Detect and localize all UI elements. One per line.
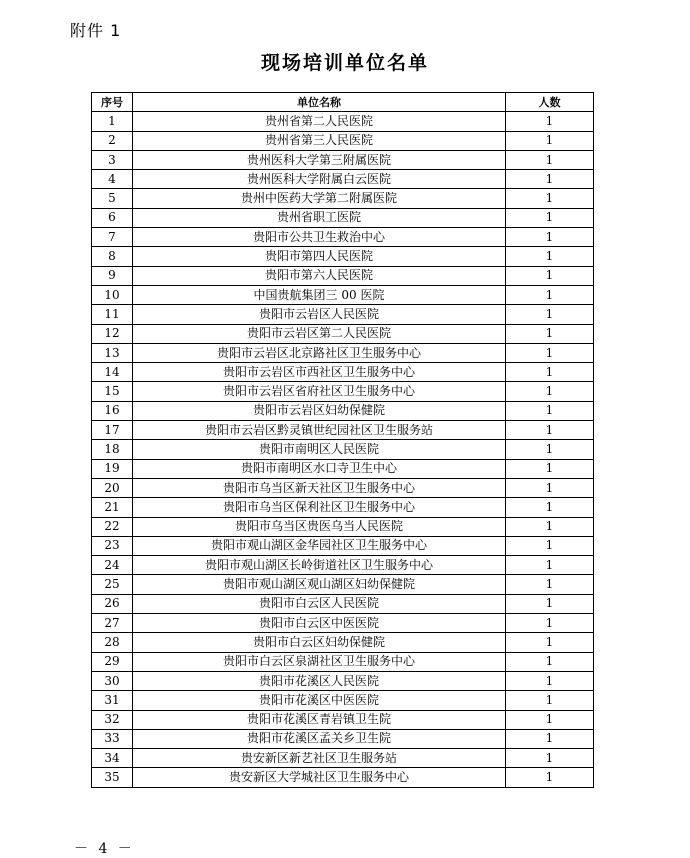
cell-unit-name: 贵阳市白云区中医医院 xyxy=(133,614,506,633)
table-row xyxy=(92,401,594,420)
table-row xyxy=(92,710,594,729)
cell-no: 23 xyxy=(92,536,133,555)
cell-no: 26 xyxy=(92,594,133,613)
table-row xyxy=(92,768,594,787)
cell-count: 1 xyxy=(506,150,594,169)
table-row xyxy=(92,266,594,285)
cell-count: 1 xyxy=(506,324,594,343)
page-number: － 4 － xyxy=(74,841,135,857)
cell-unit-name: 贵阳市观山湖区金华园社区卫生服务中心 xyxy=(133,536,506,555)
table-row xyxy=(92,285,594,304)
cell-unit-name: 贵州医科大学第三附属医院 xyxy=(133,150,506,169)
column-header-no: 序号 xyxy=(92,93,133,112)
table-row xyxy=(92,189,594,208)
cell-unit-name: 贵阳市白云区泉湖社区卫生服务中心 xyxy=(133,652,506,671)
cell-no: 3 xyxy=(92,150,133,169)
table-row xyxy=(92,382,594,401)
cell-count: 1 xyxy=(506,478,594,497)
attachment-label: 附件 1 xyxy=(70,21,122,40)
cell-unit-name: 贵阳市云岩区省府社区卫生服务中心 xyxy=(133,382,506,401)
table-row xyxy=(92,440,594,459)
table-body xyxy=(92,112,594,787)
table-row xyxy=(92,208,594,227)
cell-no: 17 xyxy=(92,421,133,440)
column-header-count: 人数 xyxy=(506,93,594,112)
cell-no: 6 xyxy=(92,208,133,227)
cell-count: 1 xyxy=(506,401,594,420)
cell-unit-name: 贵阳市南明区人民医院 xyxy=(133,440,506,459)
cell-no: 31 xyxy=(92,691,133,710)
cell-count: 1 xyxy=(506,382,594,401)
document-title: 现场培训单位名单 xyxy=(260,52,429,74)
cell-no: 19 xyxy=(92,459,133,478)
cell-unit-name: 贵阳市花溪区人民医院 xyxy=(133,671,506,690)
cell-no: 5 xyxy=(92,189,133,208)
cell-unit-name: 贵阳市花溪区中医医院 xyxy=(133,691,506,710)
cell-no: 33 xyxy=(92,729,133,748)
cell-unit-name: 贵阳市第四人民医院 xyxy=(133,247,506,266)
column-header-name: 单位名称 xyxy=(133,93,506,112)
cell-no: 7 xyxy=(92,228,133,247)
table-row xyxy=(92,594,594,613)
table-row xyxy=(92,749,594,768)
cell-count: 1 xyxy=(506,633,594,652)
cell-no: 13 xyxy=(92,343,133,362)
cell-count: 1 xyxy=(506,517,594,536)
cell-count: 1 xyxy=(506,305,594,324)
cell-unit-name: 贵阳市云岩区人民医院 xyxy=(133,305,506,324)
cell-unit-name: 贵阳市云岩区市西社区卫生服务中心 xyxy=(133,363,506,382)
table-row xyxy=(92,150,594,169)
cell-count: 1 xyxy=(506,749,594,768)
cell-no: 11 xyxy=(92,305,133,324)
cell-count: 1 xyxy=(506,575,594,594)
cell-no: 18 xyxy=(92,440,133,459)
cell-count: 1 xyxy=(506,671,594,690)
cell-count: 1 xyxy=(506,228,594,247)
table-row xyxy=(92,363,594,382)
table-row xyxy=(92,498,594,517)
cell-count: 1 xyxy=(506,768,594,787)
cell-unit-name: 贵安新区新艺社区卫生服务站 xyxy=(133,749,506,768)
cell-unit-name: 贵阳市第六人民医院 xyxy=(133,266,506,285)
cell-count: 1 xyxy=(506,247,594,266)
table-row xyxy=(92,131,594,150)
cell-unit-name: 贵阳市乌当区贵医乌当人民医院 xyxy=(133,517,506,536)
cell-unit-name: 贵阳市公共卫生救治中心 xyxy=(133,228,506,247)
cell-unit-name: 贵州中医药大学第二附属医院 xyxy=(133,189,506,208)
cell-unit-name: 贵阳市观山湖区长岭街道社区卫生服务中心 xyxy=(133,556,506,575)
cell-no: 35 xyxy=(92,768,133,787)
cell-no: 34 xyxy=(92,749,133,768)
cell-count: 1 xyxy=(506,343,594,362)
cell-count: 1 xyxy=(506,594,594,613)
table-row xyxy=(92,343,594,362)
cell-no: 12 xyxy=(92,324,133,343)
cell-no: 16 xyxy=(92,401,133,420)
cell-unit-name: 贵阳市观山湖区观山湖区妇幼保健院 xyxy=(133,575,506,594)
cell-count: 1 xyxy=(506,266,594,285)
cell-no: 1 xyxy=(92,112,133,131)
table-row xyxy=(92,729,594,748)
cell-unit-name: 贵州医科大学附属白云医院 xyxy=(133,170,506,189)
cell-unit-name: 贵阳市花溪区青岩镇卫生院 xyxy=(133,710,506,729)
cell-count: 1 xyxy=(506,131,594,150)
table-row xyxy=(92,671,594,690)
cell-unit-name: 贵阳市云岩区第二人民医院 xyxy=(133,324,506,343)
cell-count: 1 xyxy=(506,189,594,208)
table-row xyxy=(92,517,594,536)
cell-count: 1 xyxy=(506,440,594,459)
cell-unit-name: 贵阳市云岩区黔灵镇世纪园社区卫生服务站 xyxy=(133,421,506,440)
training-units-table xyxy=(91,92,594,788)
cell-count: 1 xyxy=(506,652,594,671)
cell-no: 24 xyxy=(92,556,133,575)
table-row xyxy=(92,324,594,343)
cell-unit-name: 贵阳市南明区水口寺卫生中心 xyxy=(133,459,506,478)
cell-unit-name: 贵州省第三人民医院 xyxy=(133,131,506,150)
table-row xyxy=(92,421,594,440)
cell-unit-name: 贵阳市白云区人民医院 xyxy=(133,594,506,613)
table-row xyxy=(92,536,594,555)
cell-count: 1 xyxy=(506,729,594,748)
cell-count: 1 xyxy=(506,459,594,478)
cell-no: 28 xyxy=(92,633,133,652)
cell-count: 1 xyxy=(506,710,594,729)
cell-count: 1 xyxy=(506,614,594,633)
cell-no: 2 xyxy=(92,131,133,150)
cell-count: 1 xyxy=(506,170,594,189)
cell-no: 25 xyxy=(92,575,133,594)
cell-no: 14 xyxy=(92,363,133,382)
cell-unit-name: 贵州省职工医院 xyxy=(133,208,506,227)
table-row xyxy=(92,170,594,189)
cell-count: 1 xyxy=(506,112,594,131)
cell-unit-name: 贵阳市云岩区妇幼保健院 xyxy=(133,401,506,420)
cell-no: 29 xyxy=(92,652,133,671)
cell-no: 27 xyxy=(92,614,133,633)
cell-no: 10 xyxy=(92,285,133,304)
cell-count: 1 xyxy=(506,691,594,710)
table-row xyxy=(92,228,594,247)
cell-unit-name: 中国贵航集团三 00 医院 xyxy=(133,285,506,304)
table-row xyxy=(92,691,594,710)
table-row xyxy=(92,247,594,266)
cell-count: 1 xyxy=(506,556,594,575)
cell-count: 1 xyxy=(506,421,594,440)
table-header xyxy=(92,93,594,112)
cell-unit-name: 贵阳市乌当区保利社区卫生服务中心 xyxy=(133,498,506,517)
cell-count: 1 xyxy=(506,363,594,382)
table-row xyxy=(92,112,594,131)
cell-no: 8 xyxy=(92,247,133,266)
cell-unit-name: 贵安新区大学城社区卫生服务中心 xyxy=(133,768,506,787)
table-row xyxy=(92,305,594,324)
cell-count: 1 xyxy=(506,285,594,304)
cell-unit-name: 贵州省第二人民医院 xyxy=(133,112,506,131)
cell-unit-name: 贵阳市白云区妇幼保健院 xyxy=(133,633,506,652)
cell-count: 1 xyxy=(506,536,594,555)
table-row xyxy=(92,556,594,575)
table-row xyxy=(92,478,594,497)
cell-no: 32 xyxy=(92,710,133,729)
cell-count: 1 xyxy=(506,208,594,227)
cell-no: 20 xyxy=(92,478,133,497)
cell-no: 22 xyxy=(92,517,133,536)
cell-count: 1 xyxy=(506,498,594,517)
cell-no: 9 xyxy=(92,266,133,285)
table-row xyxy=(92,459,594,478)
table-row xyxy=(92,575,594,594)
cell-no: 30 xyxy=(92,671,133,690)
cell-unit-name: 贵阳市花溪区孟关乡卫生院 xyxy=(133,729,506,748)
header-row xyxy=(92,93,594,112)
table-row xyxy=(92,652,594,671)
table-row xyxy=(92,614,594,633)
cell-no: 21 xyxy=(92,498,133,517)
cell-unit-name: 贵阳市乌当区新天社区卫生服务中心 xyxy=(133,478,506,497)
cell-no: 15 xyxy=(92,382,133,401)
cell-unit-name: 贵阳市云岩区北京路社区卫生服务中心 xyxy=(133,343,506,362)
cell-no: 4 xyxy=(92,170,133,189)
table-row xyxy=(92,633,594,652)
